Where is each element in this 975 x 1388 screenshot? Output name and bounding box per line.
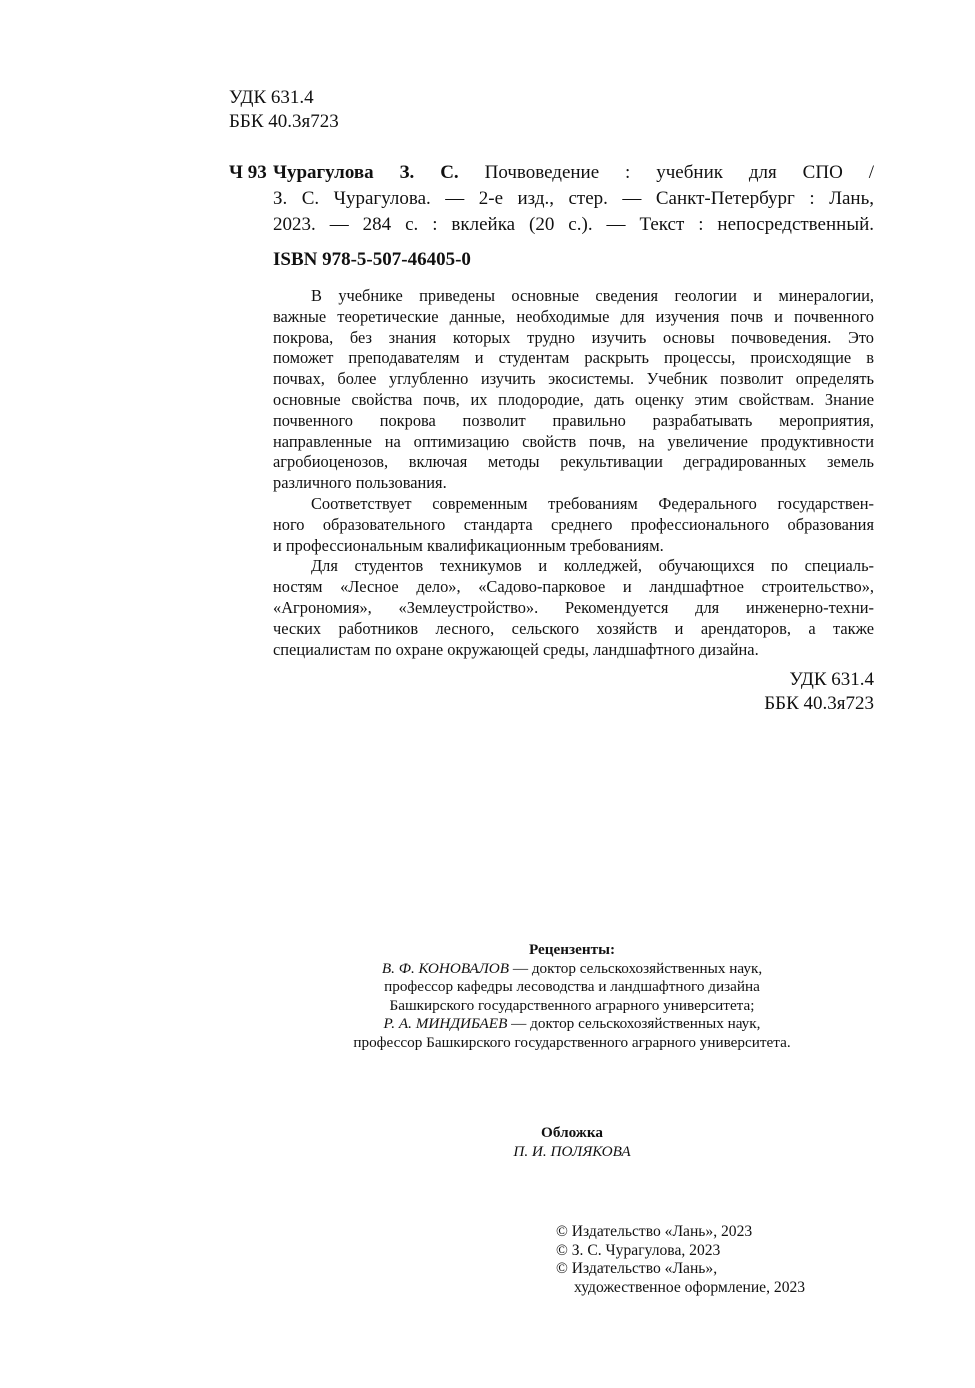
copyright-block <box>556 1223 805 1297</box>
reviewer-1-degree: — доктор сельскохозяйственных наук, <box>509 959 763 977</box>
annotation-line: Для студентов техникумов и колледжей, обучающихся по специаль- <box>311 556 874 576</box>
annotation-line: различного пользования. <box>273 473 447 493</box>
bottom-udk-code: УДК 631.4 <box>789 669 874 690</box>
bibliographic-record <box>273 160 874 238</box>
cover-artist: П. И. ПОЛЯКОВА <box>513 1142 631 1160</box>
annotation-line: почвах, более углубленно изучить экосистемы. Учебник позволит определять <box>273 369 874 389</box>
top-bbk-code: ББК 40.3я723 <box>229 111 339 132</box>
annotation-line: Соответствует современным требованиям Федерального государствен- <box>311 493 874 513</box>
reviewers-block <box>272 941 872 1053</box>
annotation-line: поможет преподавателям и студентам раскрыть процессы, происходящие в <box>273 348 874 368</box>
annotation-line: В учебнике приведены основные сведения геологии и минералогии, <box>311 286 874 305</box>
author-sign: Ч 93 <box>229 162 267 183</box>
annotation-line: покрова, без знания которых трудно изучить основы почвоведения. Это <box>273 327 874 347</box>
cover-credit <box>272 1124 872 1161</box>
reviewer-2-name: Р. А. МИНДИБАЕВ <box>383 1015 508 1033</box>
annotation-line: ческих работников лесного, сельского хозяйств и арендаторов, а также <box>273 618 874 638</box>
top-classification-codes <box>229 86 339 134</box>
biblio-line-3: 2023. — 284 с. : вклейка (20 с.). — Текст : непосредственный. <box>273 214 874 235</box>
cover-heading: Обложка <box>541 1124 603 1141</box>
annotation-line: ностям «Лесное дело», «Садово-парковое и ландшафтное строительство», <box>273 577 874 597</box>
reviewer-1-name: В. Ф. КОНОВАЛОВ <box>381 959 510 977</box>
biblio-line-1 <box>273 160 874 186</box>
annotation <box>273 286 874 660</box>
top-udk-code: УДК 631.4 <box>229 87 314 108</box>
annotation-line: ного образовательного стандарта среднего профессионального образования <box>273 514 874 534</box>
annotation-line: специалистам по охране окружающей среды, ландшафтного дизайна. <box>273 639 759 659</box>
biblio-line-2: З. С. Чурагулова. — 2-е изд., стер. — Санкт-Петербург : Лань, <box>273 188 874 209</box>
reviewer-2-degree: — доктор сельскохозяйственных наук, <box>507 1015 761 1033</box>
annotation-line: основные свойства почв, их плодородие, дать оценку этим свойствам. Знание <box>273 389 874 409</box>
reviewer-1-line <box>272 960 872 979</box>
copyright-publisher: © Издательство «Лань», 2023 <box>556 1223 753 1240</box>
biblio-author: Чурагулова З. С. <box>273 162 459 183</box>
copyright-author: © З. С. Чурагулова, 2023 <box>556 1241 721 1259</box>
copyright-design-cont: художественное оформление, 2023 <box>574 1278 806 1296</box>
annotation-line: важные теоретические данные, необходимые для изучения почв и почвенного <box>273 306 874 326</box>
isbn-number: ISBN 978-5-507-46405-0 <box>273 249 471 270</box>
bottom-classification-codes <box>600 668 874 716</box>
reviewer-1-position: профессор кафедры лесоводства и ландшафтного дизайна <box>384 978 760 996</box>
copyright-design: © Издательство «Лань», <box>556 1260 718 1278</box>
biblio-title: Почвоведение : учебник для СПО / <box>484 162 874 183</box>
annotation-line: почвенного покрова позволит правильно разрабатывать мероприятия, <box>273 410 874 430</box>
annotation-line: и профессиональным квалификационным требованиям. <box>273 535 664 555</box>
annotation-line: направленные на оптимизацию свойств почв, на увеличение продуктивности <box>273 431 874 451</box>
bottom-bbk-code: ББК 40.3я723 <box>764 693 874 714</box>
reviewer-1-affiliation: Башкирского государственного аграрного университета; <box>389 996 755 1014</box>
reviewer-2-line <box>272 1015 872 1034</box>
reviewers-heading: Рецензенты: <box>528 941 616 958</box>
annotation-line: агробиоценозов, включая методы рекультивации деградированных земель <box>273 452 874 472</box>
reviewer-2-position: профессор Башкирского государственного аграрного университета. <box>353 1033 791 1051</box>
annotation-line: «Агрономия», «Землеустройство». Рекомендуется для инженерно-техни- <box>273 597 874 617</box>
